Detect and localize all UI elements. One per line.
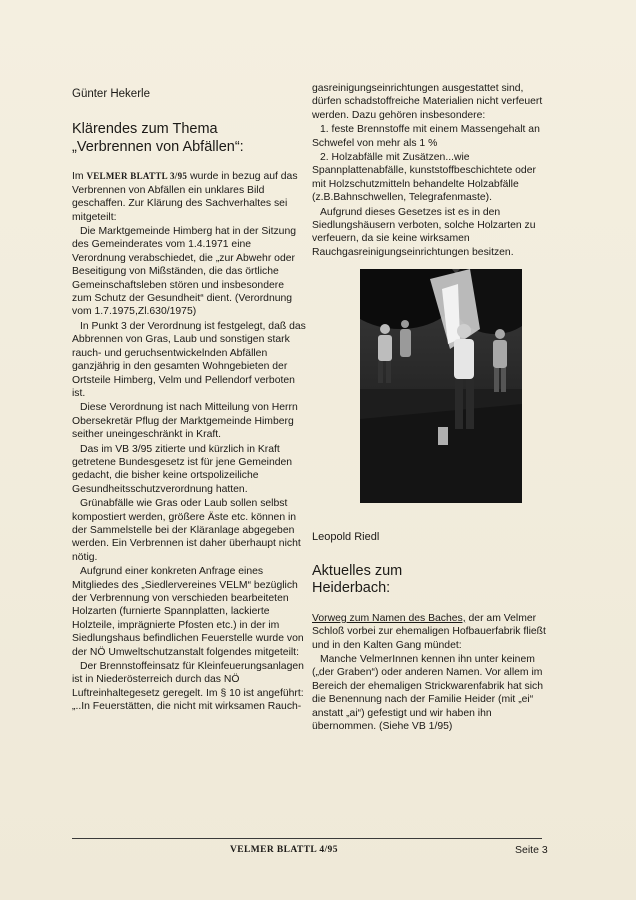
title-right-line-1: Aktuelles zum bbox=[312, 562, 403, 579]
footer-magazine: VELMER BLATTL 4/95 bbox=[230, 845, 338, 855]
photo-people-outdoors bbox=[360, 269, 522, 503]
left-paragraph: Der Brennstoffeinsatz für Kleinfeuerungsanlagen ist in Niederösterreich durch das NÖ Luftreinhaltegesetz geregelt. Im § 10 ist angeführt: „..In Feuerstätten, die nicht mit wirksamen Rauch- bbox=[72, 661, 304, 713]
article-title-left bbox=[72, 121, 306, 156]
right2-underlined: Vorweg zum Namen des Baches, bbox=[312, 612, 466, 624]
right-paragraph: Aufgrund dieses Gesetzes ist es in den Siedlungshäusern verboten, solche Holzarten zu verfeuern, da sie keine wirksamen Rauchgasreinigungseinrichtungen besitzen. bbox=[312, 206, 536, 258]
left-column bbox=[72, 88, 306, 715]
right-list-item: 2. Holzabfälle mit Zusätzen...wie Spannplattenabfälle, kunststoffbeschichtete oder mit Holzschutzmitteln behandelte Holzabfälle (z.B.Bahnschwellen, Telegrafenmaste). bbox=[312, 152, 536, 204]
left-paragraph: Diese Verordnung ist nach Mitteilung von Herrn Obersekretär Pflug der Marktgemeinde Himberg seither uneingeschränkt in Kraft. bbox=[72, 402, 298, 441]
title-left-line-1: Klärendes zum Thema bbox=[72, 121, 218, 138]
author-right: Leopold Riedl bbox=[312, 531, 380, 544]
p5-prefix: Das bbox=[80, 443, 99, 455]
left-paragraph: Die Marktgemeinde Himberg hat in der Sitzung des Gemeinderates vom 1.4.1971 eine Verordnung verabschiedet, die „zur Abwehr oder Beseitigung von Mißständen, die das örtliche Gemeinschaftsleben stören und insbesondere zum Schutz der Gesundheit“ dient. (Verordnung vom 1.7.1975,Zl.630/1975) bbox=[72, 226, 296, 318]
footer-page-number: Seite 3 bbox=[515, 844, 548, 856]
title-right-line-2: Heiderbach: bbox=[312, 580, 391, 597]
right-column bbox=[312, 82, 552, 734]
author-left: Günter Hekerle bbox=[72, 88, 150, 100]
footer-divider bbox=[72, 838, 542, 839]
intro-prefix: Im bbox=[72, 171, 84, 183]
p5-text: im VB 3/95 zitierte und kürzlich in Kraft getretene Bundesgesetz ist für jene Gemeinden gedacht, die bisher keine ortspolizeiliche Gesundheitsschutzverordnung hatten. bbox=[72, 443, 293, 495]
left-paragraph bbox=[72, 443, 306, 497]
right2-text: der am Velmer Schloß vorbei zur ehemaligen Hofbauerfabrik fließt und in den Kalten Gang mündet: bbox=[312, 612, 546, 651]
article-title-right bbox=[312, 563, 552, 598]
right-list-item: 1. feste Brennstoffe mit einem Massengehalt an Schwefel von mehr als 1 % bbox=[312, 124, 540, 149]
title-left-line-2: „Verbrennen von Abfällen“: bbox=[72, 138, 244, 155]
photo-illustration bbox=[360, 269, 522, 503]
left-paragraph: Grünabfälle wie Gras oder Laub sollen selbst kompostiert werden, größere Äste etc. können in der Sammelstelle bei der Kläranlage abgegeben werden. Ein Verbrennen ist daher überhaupt nicht nötig. bbox=[72, 498, 301, 563]
intro-magazine-ref: VELMER BLATTL 3/95 bbox=[86, 171, 188, 182]
left-intro-paragraph bbox=[72, 170, 306, 224]
left-paragraph: In Punkt 3 der Verordnung ist festgelegt, daß das Abbrennen von Gras, Laub und sonstigen stark rauch- und geruchsentwickelnden Abfällen ganzjährig in den gesamten Wohngebieten der Ortsteile Himberg, Velm und Pellendorf verboten ist. bbox=[72, 320, 306, 399]
right2-paragraph bbox=[312, 612, 552, 652]
right-paragraph: gasreinigungseinrichtungen ausgestattet sind, dürfen schadstoffreiche Materialien nicht verfeuert werden. Dazu gehören insbesondere: bbox=[312, 83, 543, 121]
intro-text: wurde in bezug auf das Verbrennen von Abfällen ein unklares Bild geschaffen. Zur Klärung des Sachverhaltes sei mitgeteilt: bbox=[72, 171, 298, 223]
right2-paragraph: Manche VelmerInnen kennen ihn unter keinem („der Graben“) oder anderen Namen. Vor allem im Bereich der ehemaligen Strickwarenfabrik hat sich die Benennung nach der Familie Heider (mit „ei“ anstatt „ai“) gefestigt und wir haben ihn übernommen. (Siehe VB 1/95) bbox=[312, 653, 544, 732]
left-paragraph: Aufgrund einer konkreten Anfrage eines Mitgliedes des „Siedlervereines VELM“ bezüglich der Verbrennung von verschieden bearbeiteten Holzarten (furnierte Spannplatten, lackierte Holzteile, imprägnierte Pfosten etc.) in der im Siedlungshaus befindlichen Feuerstelle wurde von der NÖ Umweltschutzanstalt folgendes mitgeteilt: bbox=[72, 566, 304, 658]
